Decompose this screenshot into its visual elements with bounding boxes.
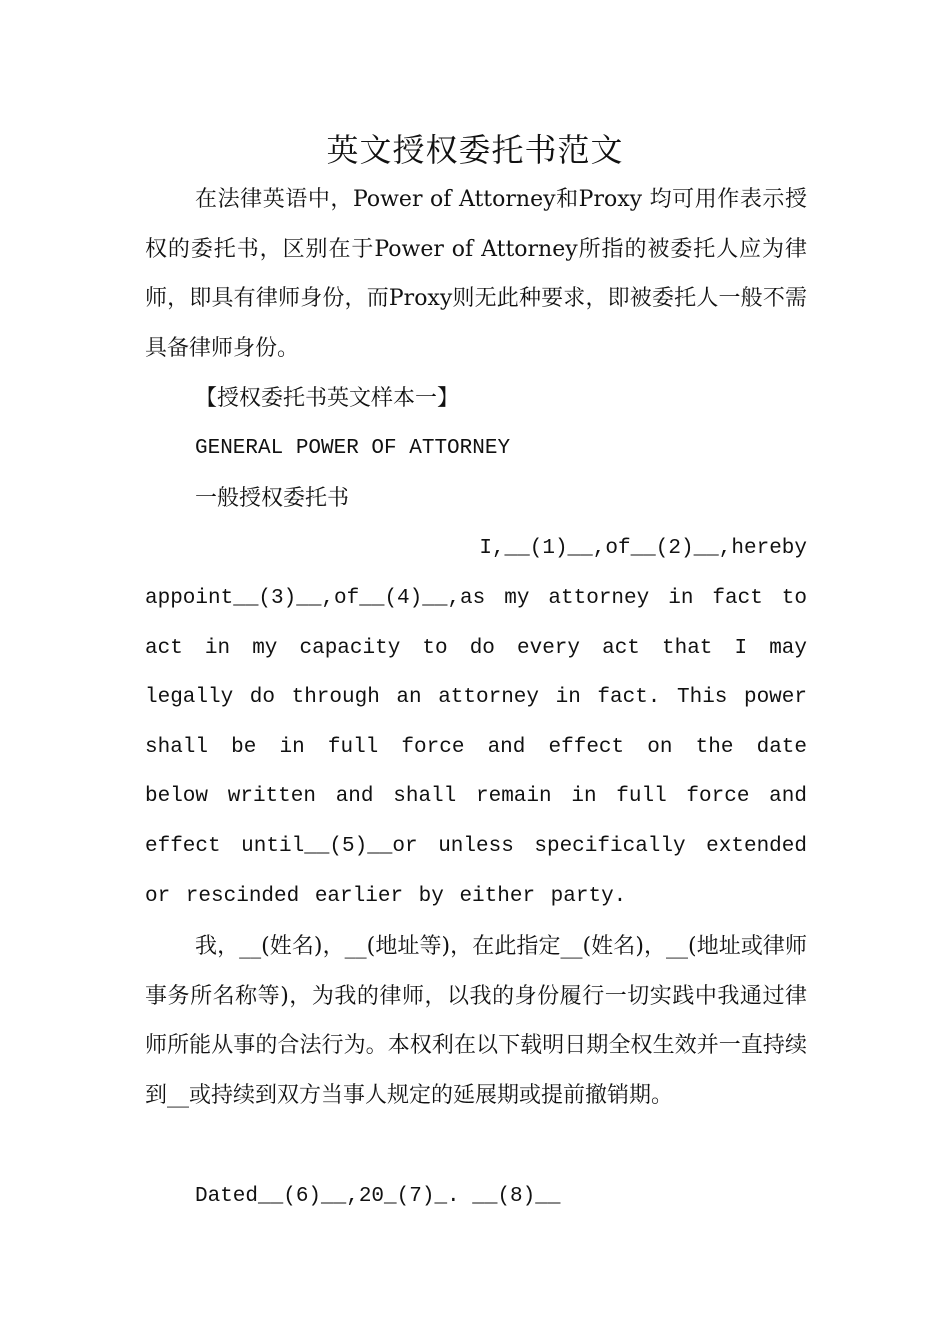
english-body-paragraph: appoint__(3)__,of__(4)__,as my attorney in fact to act in my capacity to do every act that I may legally do through an attorney in fact. This power shall be in full force and effect on the date below written and shall remain in full force and effect until__(5)__or unless specifically extended or rescinded earlier by either party. — [145, 587, 807, 908]
chinese-title: 一般授权委托书 — [195, 486, 350, 511]
document-title: 英文授权委托书范文 — [326, 131, 624, 169]
intro-paragraph: 在法律英语中，Power of Attorney和Proxy 均可用作表示授权的委托书，区别在于Power of Attorney所指的被委托人应为律师，即具有律师身份，而Proxy则无此种要求，即被委托人一般不需具备律师身份。 — [145, 187, 807, 361]
english-title: GENERAL POWER OF ATTORNEY — [195, 437, 511, 460]
sample-heading: 【授权委托书英文样本一】 — [195, 386, 460, 411]
english-first-line-text: I,__(1)__,of__(2)__,hereby — [479, 537, 807, 560]
english-first-line — [145, 524, 807, 574]
chinese-body-paragraph: 我，__(姓名)，__(地址等)，在此指定__(姓名)，__(地址或律师事务所名称等)，为我的律师，以我的身份履行一切实践中我通过律师所能从事的合法行为。本权利在以下载明日期全权生效并一直持续到__或持续到双方当事人规定的延展期或提前撤销期。 — [145, 934, 807, 1108]
dated-line: Dated__(6)__,20_(7)_. __(8)__ — [195, 1185, 561, 1208]
